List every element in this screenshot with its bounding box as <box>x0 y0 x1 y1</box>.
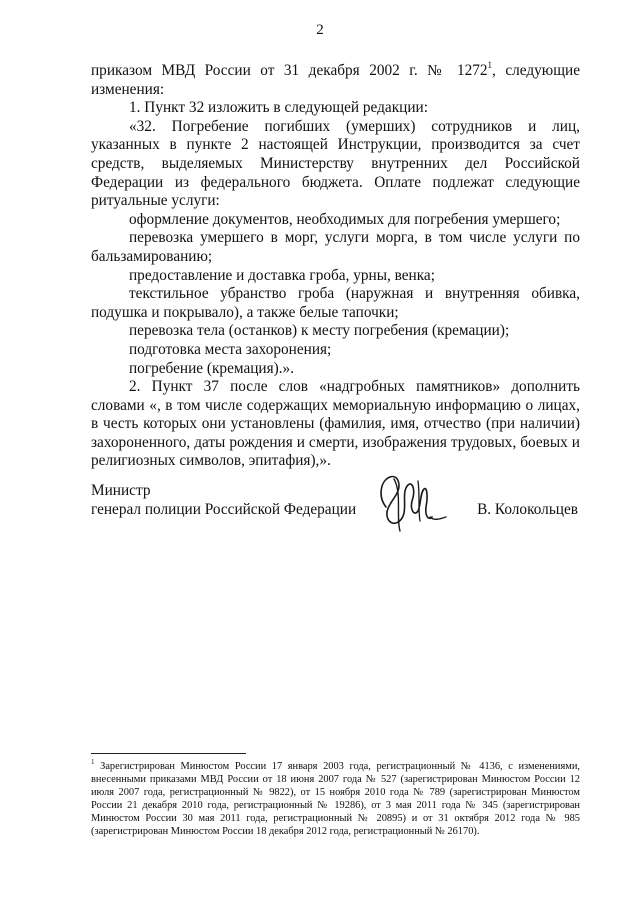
page-number: 2 <box>316 22 324 38</box>
signatory-name: В. Колокольцев <box>477 500 578 518</box>
item-2: 2. Пункт 37 после слов «надгробных памятников» дополнить словами «, в том числе содержащих мемориальную информацию о лицах, в честь которых они установлены (фамилия, имя, отчество (при наличии) захороненного, даты рождения и смерти, изображения трудовых, боевых и религиозных символов, эпитафия),». <box>91 378 580 470</box>
footnote <box>91 757 580 838</box>
signatory-position: Министр <box>91 482 151 499</box>
footnote-divider <box>91 753 246 754</box>
intro-tail: , следующие изменения: <box>91 62 580 98</box>
signature-block <box>91 482 580 519</box>
service-item: подготовка места захоронения; <box>129 340 332 358</box>
service-item: погребение (кремация).». <box>129 359 295 377</box>
intro-text: приказом МВД России от 31 декабря 2002 г. № 1272 <box>91 62 488 79</box>
handwritten-signature <box>372 467 452 539</box>
service-item: оформление документов, необходимых для погребения умершего; <box>129 210 561 228</box>
service-item: предоставление и доставка гроба, урны, венка; <box>129 266 435 284</box>
footnote-ref[interactable]: 1 <box>487 59 493 70</box>
service-item: перевозка тела (останков) к месту погребения (кремации); <box>129 322 510 340</box>
intro-paragraph <box>91 59 580 99</box>
footnote-marker: 1 <box>91 757 95 766</box>
service-item: текстильное убранство гроба (наружная и внутренняя обивка, подушка и покрывало), а также белые тапочки; <box>91 285 580 321</box>
item-1: 1. Пункт 32 изложить в следующей редакции: <box>129 99 428 117</box>
quoted-clause-32: «32. Погребение погибших (умерших) сотрудников и лиц, указанных в пункте 2 настоящей Инструкции, производится за счет средств, выделяемых Министерству внутренних дел Российской Федерации из федерального бюджета. Оплате подлежат следующие ритуальные услуги: <box>91 117 580 210</box>
footnote-text: Зарегистрирован Минюстом России 17 января 2003 года, регистрационный № 4136, с изменениями, внесенными приказами МВД России от 18 июня 2007 года № 527 (зарегистрирован Минюстом России 12 июля 2007 года, регистрационный № 9822), от 15 ноября 2010 года № 789 (зарегистрирован Минюстом России 21 декабря 2010 года, регистрационный № 19286), от 3 мая 2011 года № 345 (зарегистрирован Минюстом России 30 мая 2011 года, регистрационный № 20895) и от 31 октября 2012 года № 985 (зарегистрирован Минюстом России 18 декабря 2012 года, регистрационный № 26170). <box>91 761 580 837</box>
service-item: перевозка умершего в морг, услуги морга, в том числе услуги по бальзамированию; <box>91 229 580 265</box>
document-body <box>91 59 580 471</box>
signatory-title: генерал полиции Российской Федерации <box>91 500 357 518</box>
